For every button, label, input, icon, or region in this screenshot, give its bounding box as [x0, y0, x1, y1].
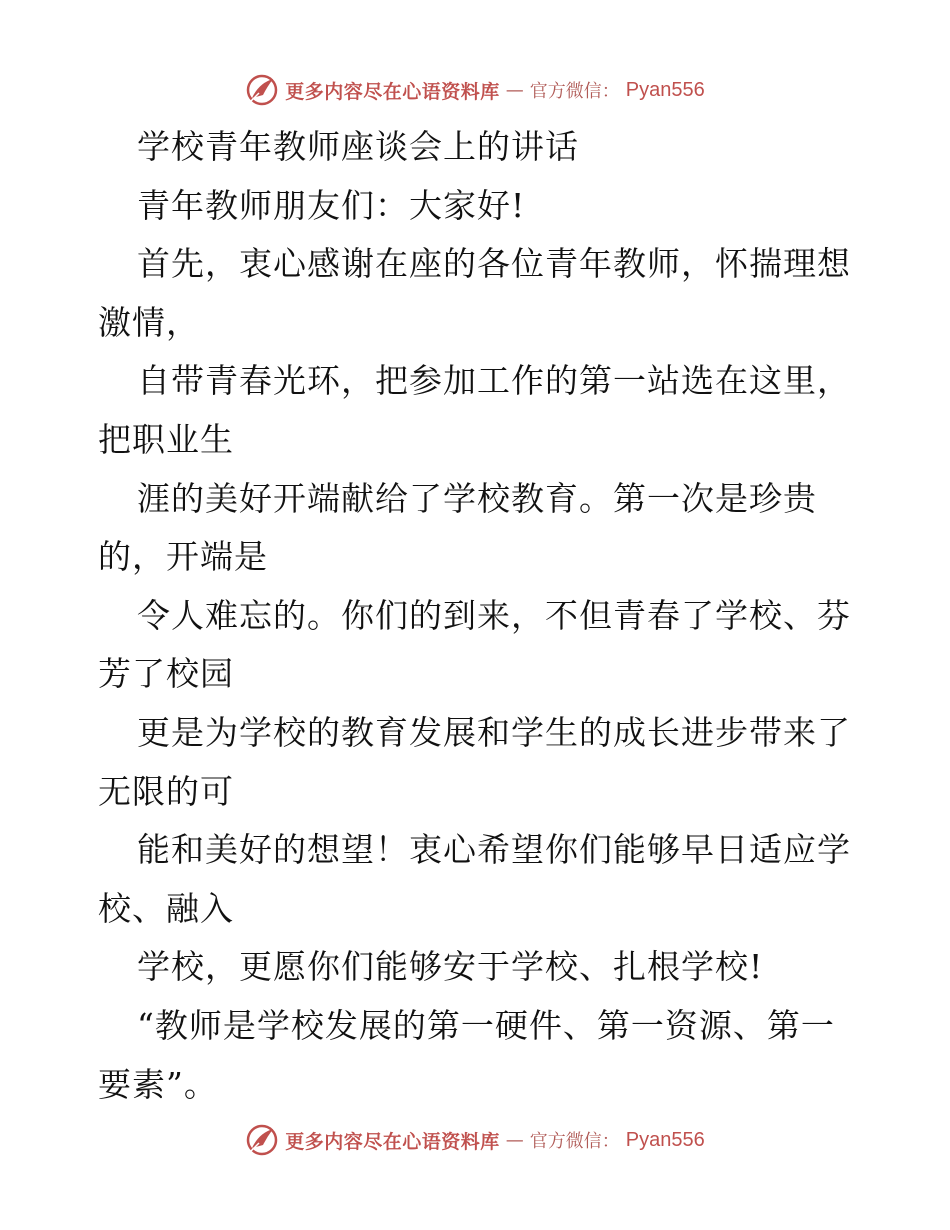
paragraph-line: 无限的可 — [98, 771, 234, 811]
paragraph-line: 更是为学校的教育发展和学生的成长进步带来了 — [137, 712, 851, 752]
quote-line: “教师是学校发展的第一硬件、第一资源、第一 — [137, 1005, 835, 1045]
header-banner — [0, 70, 950, 110]
paragraph-line: 激情， — [98, 302, 200, 342]
paragraph-line: 涯的美好开端献给了学校教育。第一次是珍贵 — [137, 478, 817, 518]
footer-banner — [0, 1120, 950, 1160]
banner-label: 官方微信： — [529, 81, 620, 102]
quill-logo-icon — [245, 73, 279, 107]
paragraph-line: 校、融入 — [98, 888, 234, 928]
banner-separator: — — [505, 79, 524, 101]
banner-label: 官方微信： — [529, 1131, 620, 1152]
paragraph-line: 芳了校园 — [98, 654, 234, 694]
paragraph-line: 自带青春光环，把参加工作的第一站选在这里， — [137, 361, 851, 401]
banner-wechat-id: Pyan556 — [625, 78, 705, 101]
greeting: 青年教师朋友们：大家好! — [137, 185, 526, 225]
document-title: 学校青年教师座谈会上的讲话 — [137, 127, 579, 166]
paragraph-line: 的，开端是 — [98, 537, 268, 577]
document-body — [98, 118, 858, 1114]
paragraph-line: 把职业生 — [98, 419, 234, 459]
quill-logo-icon — [245, 1123, 279, 1157]
quote-line: 要素”。 — [98, 1064, 218, 1104]
banner-wechat-id: Pyan556 — [625, 1128, 705, 1151]
banner-separator: — — [505, 1129, 524, 1151]
paragraph-line: 能和美好的想望！衷心希望你们能够早日适应学 — [137, 830, 851, 870]
banner-text: 更多内容尽在心语资料库 — [285, 80, 500, 103]
banner-text: 更多内容尽在心语资料库 — [285, 1130, 500, 1153]
paragraph-line: 学校，更愿你们能够安于学校、扎根学校! — [137, 947, 764, 987]
paragraph-line: 首先，衷心感谢在座的各位青年教师，怀揣理想 — [137, 244, 851, 284]
paragraph-line: 令人难忘的。你们的到来，不但青春了学校、芬 — [137, 595, 851, 635]
